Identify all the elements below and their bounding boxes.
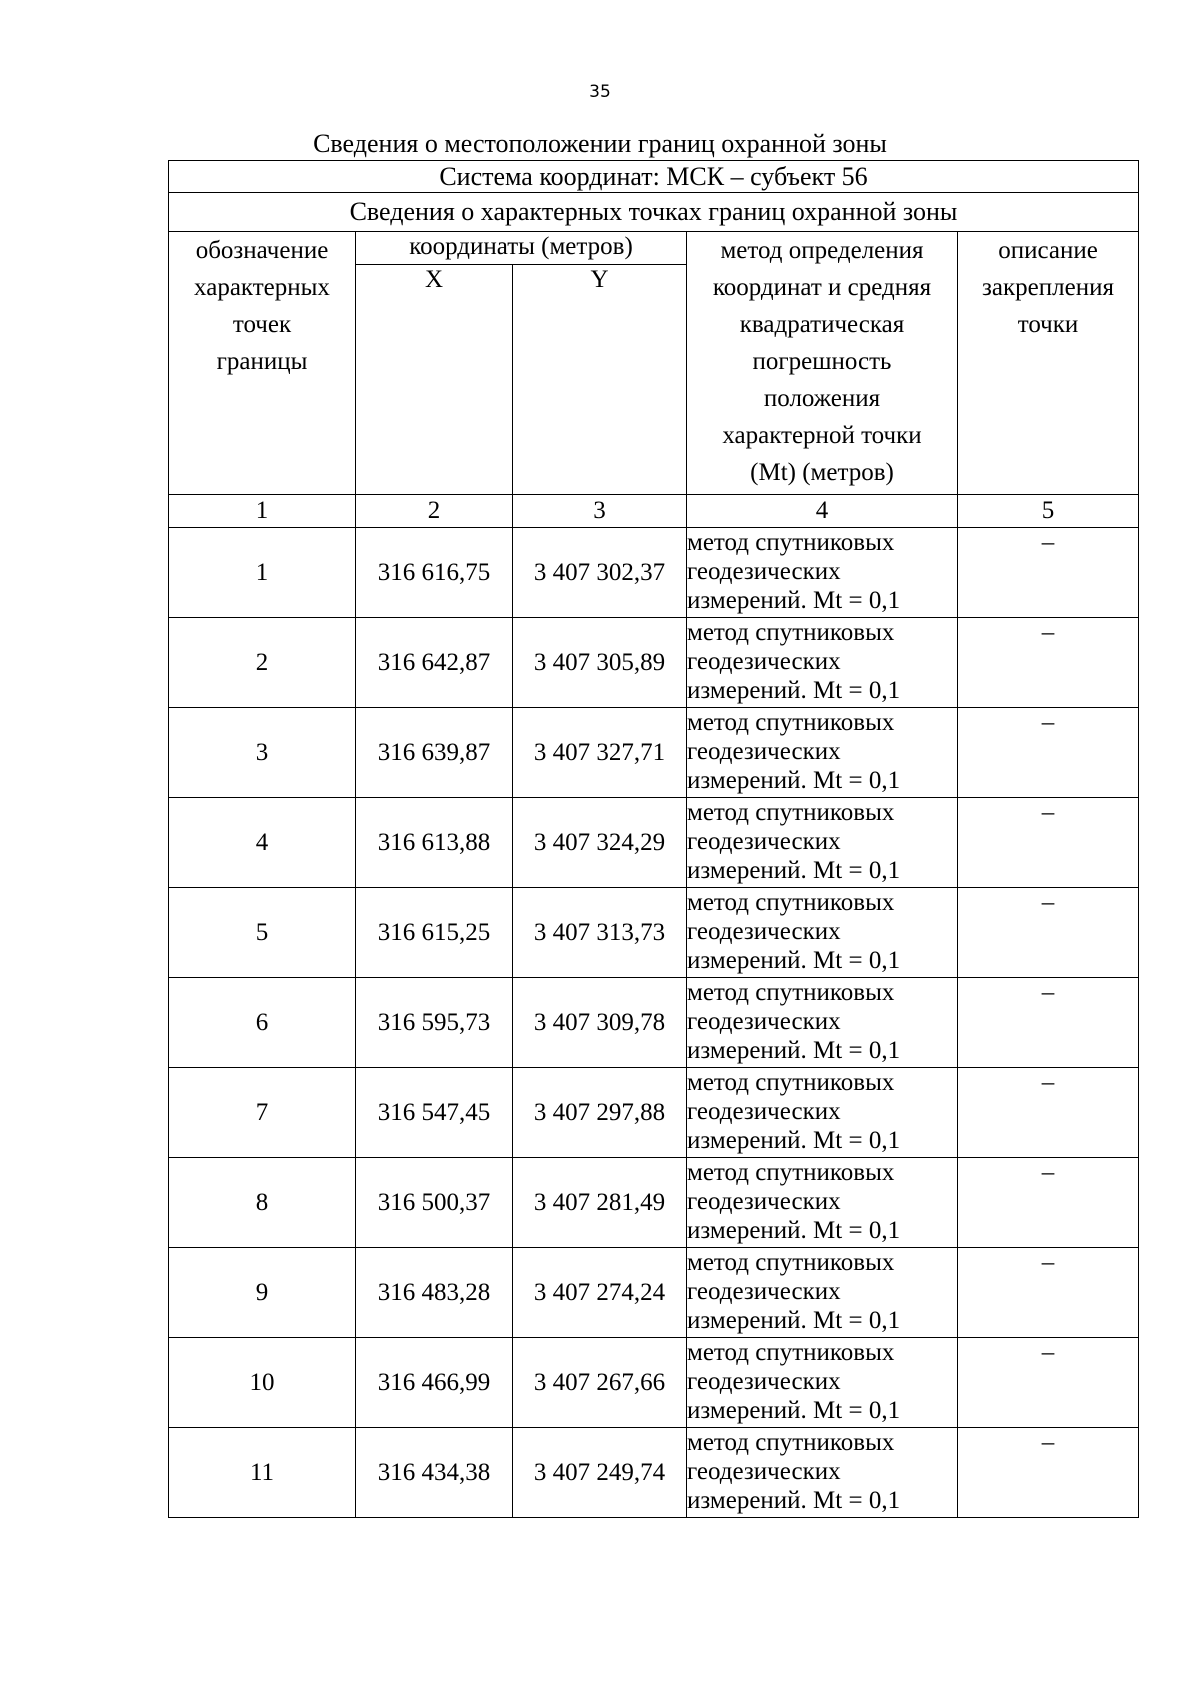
points-heading-row bbox=[169, 193, 1139, 232]
coordinate-system: Система координат: МСК – субъект 56 bbox=[169, 161, 1139, 193]
point-number-cell: 7 bbox=[169, 1068, 356, 1158]
method-line: метод спутниковых bbox=[687, 619, 895, 646]
method-line: геодезических bbox=[687, 1188, 841, 1215]
column-number: 5 bbox=[958, 495, 1139, 528]
table-row bbox=[169, 708, 1139, 798]
page-number: 35 bbox=[589, 82, 611, 102]
header-fixing bbox=[958, 232, 1139, 495]
column-number-row bbox=[169, 495, 1139, 528]
x-coordinate-cell: 316 615,25 bbox=[356, 888, 513, 978]
column-number: 4 bbox=[687, 495, 958, 528]
method-line: метод спутниковых bbox=[687, 529, 895, 556]
header-fixing-line: точки bbox=[1017, 311, 1079, 338]
header-x: X bbox=[356, 265, 513, 495]
y-coordinate-cell: 3 407 309,78 bbox=[513, 978, 687, 1068]
table-body bbox=[169, 528, 1139, 1518]
header-designation-line: характерных bbox=[194, 274, 330, 301]
method-line: метод спутниковых bbox=[687, 1339, 895, 1366]
method-line: геодезических bbox=[687, 828, 841, 855]
method-line: измерений. Mt = 0,1 bbox=[687, 587, 901, 614]
x-coordinate-cell: 316 613,88 bbox=[356, 798, 513, 888]
method-line: геодезических bbox=[687, 1278, 841, 1305]
header-fixing-line: описание bbox=[998, 237, 1098, 264]
points-heading: Сведения о характерных точках границ охранной зоны bbox=[169, 193, 1139, 232]
column-number: 2 bbox=[356, 495, 513, 528]
table-row bbox=[169, 978, 1139, 1068]
method-line: метод спутниковых bbox=[687, 799, 895, 826]
table-row bbox=[169, 618, 1139, 708]
header-designation-line: обозначение bbox=[195, 237, 329, 264]
y-coordinate-cell: 3 407 297,88 bbox=[513, 1068, 687, 1158]
method-line: метод спутниковых bbox=[687, 709, 895, 736]
method-cell bbox=[687, 618, 958, 708]
point-number-cell: 8 bbox=[169, 1158, 356, 1248]
fixing-description-cell: – bbox=[958, 978, 1139, 1068]
method-cell bbox=[687, 528, 958, 618]
header-fixing-line: закрепления bbox=[982, 274, 1114, 301]
fixing-description-cell: – bbox=[958, 618, 1139, 708]
method-line: геодезических bbox=[687, 648, 841, 675]
fixing-description-cell: – bbox=[958, 1158, 1139, 1248]
x-coordinate-cell: 316 616,75 bbox=[356, 528, 513, 618]
y-coordinate-cell: 3 407 249,74 bbox=[513, 1428, 687, 1518]
x-coordinate-cell: 316 547,45 bbox=[356, 1068, 513, 1158]
header-designation bbox=[169, 232, 356, 495]
method-line: измерений. Mt = 0,1 bbox=[687, 767, 901, 794]
point-number-cell: 2 bbox=[169, 618, 356, 708]
header-method-line: метод определения bbox=[720, 237, 924, 264]
point-number-cell: 11 bbox=[169, 1428, 356, 1518]
method-line: измерений. Mt = 0,1 bbox=[687, 857, 901, 884]
table-row bbox=[169, 1068, 1139, 1158]
method-line: геодезических bbox=[687, 918, 841, 945]
table-row bbox=[169, 1338, 1139, 1428]
x-coordinate-cell: 316 642,87 bbox=[356, 618, 513, 708]
method-line: измерений. Mt = 0,1 bbox=[687, 1037, 901, 1064]
method-cell bbox=[687, 1338, 958, 1428]
point-number-cell: 9 bbox=[169, 1248, 356, 1338]
header-method-line: характерной точки bbox=[722, 422, 922, 449]
header-method-line: координат и средняя bbox=[712, 274, 932, 301]
method-line: измерений. Mt = 0,1 bbox=[687, 1487, 901, 1514]
header-method-line: погрешность bbox=[752, 348, 892, 375]
method-line: измерений. Mt = 0,1 bbox=[687, 947, 901, 974]
table-row bbox=[169, 888, 1139, 978]
coordinates-table bbox=[168, 160, 1139, 1518]
x-coordinate-cell: 316 500,37 bbox=[356, 1158, 513, 1248]
table-row bbox=[169, 1428, 1139, 1518]
method-line: метод спутниковых bbox=[687, 1069, 895, 1096]
method-line: измерений. Mt = 0,1 bbox=[687, 1397, 901, 1424]
fixing-description-cell: – bbox=[958, 528, 1139, 618]
method-line: геодезических bbox=[687, 558, 841, 585]
method-cell bbox=[687, 1428, 958, 1518]
method-line: геодезических bbox=[687, 738, 841, 765]
point-number-cell: 3 bbox=[169, 708, 356, 798]
y-coordinate-cell: 3 407 324,29 bbox=[513, 798, 687, 888]
fixing-description-cell: – bbox=[958, 1248, 1139, 1338]
x-coordinate-cell: 316 466,99 bbox=[356, 1338, 513, 1428]
point-number-cell: 1 bbox=[169, 528, 356, 618]
method-line: метод спутниковых bbox=[687, 1249, 895, 1276]
x-coordinate-cell: 316 639,87 bbox=[356, 708, 513, 798]
header-designation-line: точек bbox=[232, 311, 292, 338]
x-coordinate-cell: 316 595,73 bbox=[356, 978, 513, 1068]
table-row bbox=[169, 1158, 1139, 1248]
fixing-description-cell: – bbox=[958, 888, 1139, 978]
header-y: Y bbox=[513, 265, 687, 495]
method-line: измерений. Mt = 0,1 bbox=[687, 1127, 901, 1154]
method-line: геодезических bbox=[687, 1368, 841, 1395]
method-cell bbox=[687, 798, 958, 888]
y-coordinate-cell: 3 407 281,49 bbox=[513, 1158, 687, 1248]
method-line: измерений. Mt = 0,1 bbox=[687, 1307, 901, 1334]
column-number: 3 bbox=[513, 495, 687, 528]
header-method bbox=[687, 232, 958, 495]
table-row bbox=[169, 1248, 1139, 1338]
document-title: Сведения о местоположении границ охранной зоны bbox=[313, 129, 887, 158]
header-row bbox=[169, 232, 1139, 265]
coordinate-system-row bbox=[169, 161, 1139, 193]
fixing-description-cell: – bbox=[958, 1428, 1139, 1518]
method-line: геодезических bbox=[687, 1008, 841, 1035]
method-cell bbox=[687, 1068, 958, 1158]
point-number-cell: 5 bbox=[169, 888, 356, 978]
method-cell bbox=[687, 708, 958, 798]
method-cell bbox=[687, 978, 958, 1068]
y-coordinate-cell: 3 407 302,37 bbox=[513, 528, 687, 618]
method-line: измерений. Mt = 0,1 bbox=[687, 677, 901, 704]
fixing-description-cell: – bbox=[958, 1338, 1139, 1428]
x-coordinate-cell: 316 483,28 bbox=[356, 1248, 513, 1338]
header-designation-line: границы bbox=[216, 348, 308, 375]
method-line: геодезических bbox=[687, 1458, 841, 1485]
method-cell bbox=[687, 888, 958, 978]
y-coordinate-cell: 3 407 267,66 bbox=[513, 1338, 687, 1428]
header-method-line: положения bbox=[763, 385, 881, 412]
fixing-description-cell: – bbox=[958, 1068, 1139, 1158]
header-method-line: (Mt) (метров) bbox=[750, 459, 894, 486]
fixing-description-cell: – bbox=[958, 798, 1139, 888]
y-coordinate-cell: 3 407 305,89 bbox=[513, 618, 687, 708]
method-line: метод спутниковых bbox=[687, 1429, 895, 1456]
method-line: метод спутниковых bbox=[687, 889, 895, 916]
table-row bbox=[169, 528, 1139, 618]
fixing-description-cell: – bbox=[958, 708, 1139, 798]
method-cell bbox=[687, 1248, 958, 1338]
y-coordinate-cell: 3 407 313,73 bbox=[513, 888, 687, 978]
point-number-cell: 4 bbox=[169, 798, 356, 888]
header-method-line: квадратическая bbox=[739, 311, 905, 338]
y-coordinate-cell: 3 407 327,71 bbox=[513, 708, 687, 798]
header-coordinates: координаты (метров) bbox=[356, 232, 687, 265]
method-line: геодезических bbox=[687, 1098, 841, 1125]
point-number-cell: 6 bbox=[169, 978, 356, 1068]
table-row bbox=[169, 798, 1139, 888]
method-line: метод спутниковых bbox=[687, 979, 895, 1006]
method-line: измерений. Mt = 0,1 bbox=[687, 1217, 901, 1244]
point-number-cell: 10 bbox=[169, 1338, 356, 1428]
x-coordinate-cell: 316 434,38 bbox=[356, 1428, 513, 1518]
y-coordinate-cell: 3 407 274,24 bbox=[513, 1248, 687, 1338]
method-line: метод спутниковых bbox=[687, 1159, 895, 1186]
column-number: 1 bbox=[169, 495, 356, 528]
method-cell bbox=[687, 1158, 958, 1248]
